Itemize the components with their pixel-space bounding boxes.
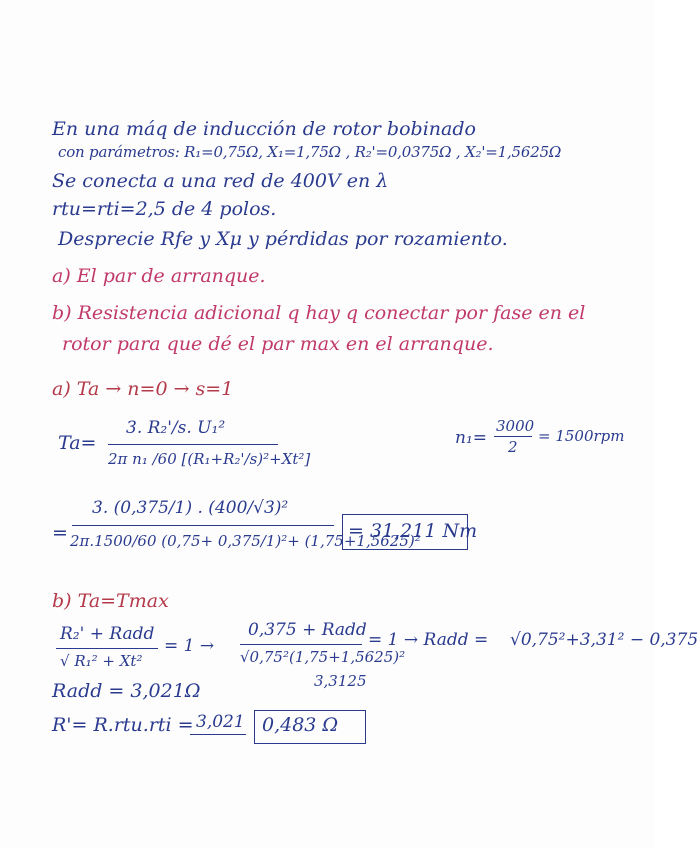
equals-sign: = [52,522,68,544]
result-a: = 31,211 Nm [348,520,478,542]
ta-fraction-bar [108,444,278,445]
statement-line-4: rtu=rti=2,5 de 4 polos. [52,198,277,220]
radd-value: Radd = 3,021Ω [52,680,201,702]
ta-numeric-fraction-bar [72,525,334,526]
frac2-denominator: √0,75²(1,75+1,5625)² [240,648,406,666]
statement-line-2: con parámetros: R₁=0,75Ω, X₁=1,75Ω , R₂'=0,0375Ω , X₂'=1,5625Ω [58,143,562,161]
ta-label: Ta= [58,432,97,454]
ta-denominator: 2π n₁ /60 [(R₁+R₂'/s)²+Xt²] [108,450,311,468]
r2-line: R'= R.rtu.rti = [52,714,194,736]
n1-numerator: 3000 [496,417,535,435]
frac2-numerator: 0,375 + Radd [248,620,367,640]
ta-numeric-numerator: 3. (0,375/1) . (400/√3)² [92,498,289,518]
question-a: a) El par de arranque. [52,265,266,287]
frac1-denominator: √ R₁² + Xt² [60,652,143,670]
ta-numeric-denominator: 2π.1500/60 (0,75+ 0,375/1)²+ (1,75+1,5625)² [70,532,421,550]
n1-result: = 1500rpm [538,427,625,445]
r2-fraction-numerator: 3,021 [196,712,245,732]
question-b-line-1: b) Resistencia adicional q hay q conectar por fase en el [52,302,586,324]
question-b-line-2: rotor para que dé el par max en el arranque. [62,333,494,355]
frac2-substitution: 3,3125 [314,672,367,690]
radd-sqrt-expression: √0,75²+3,31² − 0,375 [510,630,698,650]
frac1-bar [56,648,158,649]
solution-a-heading: a) Ta → n=0 → s=1 [52,378,234,400]
solution-b-heading: b) Ta=Tmax [52,590,169,612]
n1-denominator: 2 [508,438,518,456]
n1-fraction-bar [494,436,532,437]
eq1: = 1 → [164,636,215,656]
r2-fraction-bar [190,734,246,735]
frac2-bar [240,644,362,645]
statement-line-5: Desprecie Rfe y Xμ y pérdidas por rozamiento. [58,228,508,250]
eq2: = 1 → Radd = [368,630,489,650]
statement-line-1: En una máq de inducción de rotor bobinado [52,118,476,140]
frac1-numerator: R₂' + Radd [60,624,155,644]
statement-line-3: Se conecta a una red de 400V en λ [52,170,389,192]
n1-lhs: n₁= [455,428,488,448]
result-b: 0,483 Ω [262,714,339,736]
ta-numerator: 3. R₂'/s. U₁² [126,418,226,438]
